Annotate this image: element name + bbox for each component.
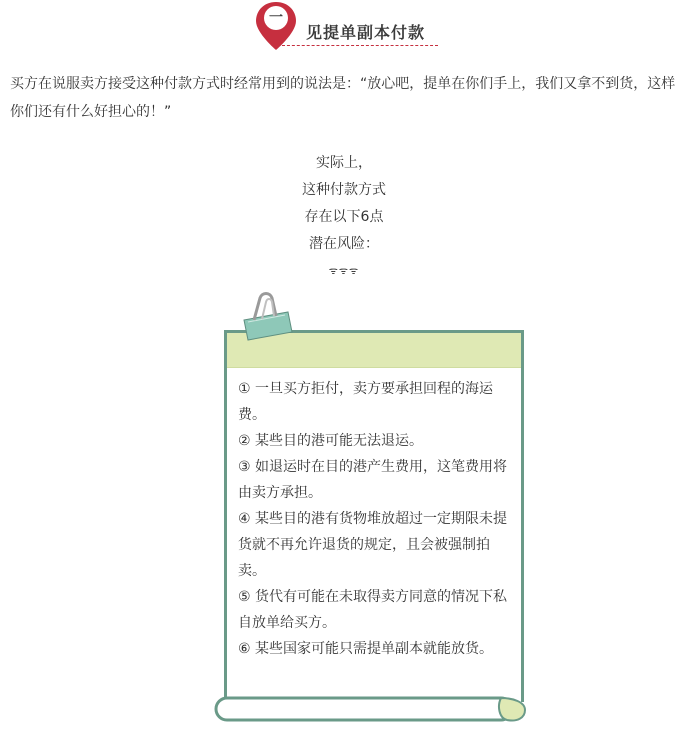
- center-line: 实际上，: [316, 155, 372, 171]
- risk-card: [224, 330, 524, 702]
- binder-clip-icon: [238, 290, 296, 344]
- section-number: 一: [269, 10, 283, 26]
- decorative-marks: ᯤᯤᯤ: [328, 266, 360, 277]
- risk-item: ③ 如退运时在目的港产生费用，这笔费用将由卖方承担。: [238, 459, 507, 501]
- center-line: 潜在风险：: [309, 236, 379, 252]
- risk-item: ① 一旦买方拒付，卖方要承担回程的海运费。: [238, 381, 493, 423]
- center-line: 这种付款方式: [302, 182, 386, 198]
- section-header: [254, 0, 454, 52]
- section-title: 见提单副本付款: [306, 23, 426, 42]
- risk-item: ④ 某些目的港有货物堆放超过一定期限未提货就不再允许退货的规定，且会被强制拍卖。: [238, 511, 507, 579]
- risk-item: ⑥ 某些国家可能只需提单副本就能放货。: [238, 641, 493, 657]
- scroll-bottom: [213, 694, 529, 726]
- center-text-block: [0, 150, 688, 285]
- risk-list: [227, 368, 521, 662]
- center-line: 存在以下6点: [304, 209, 384, 225]
- intro-paragraph: 买方在说服卖方接受这种付款方式时经常用到的说法是：“放心吧，提单在你们手上，我们又拿不到货，这样你们还有什么好担心的！”: [10, 76, 676, 120]
- title-underline: [282, 45, 438, 46]
- risk-item: ⑤ 货代有可能在未取得卖方同意的情况下私自放单给买方。: [238, 589, 507, 631]
- risk-item: ② 某些目的港可能无法退运。: [238, 433, 424, 449]
